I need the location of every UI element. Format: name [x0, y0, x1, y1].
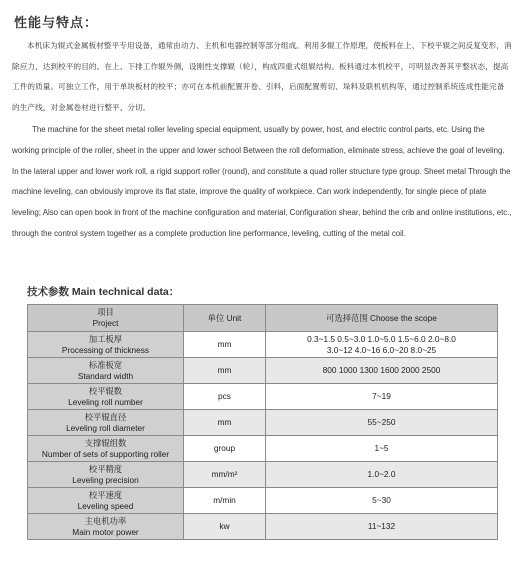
- row-range-line2: 3.0~12 4.0~16 6.0~20 8.0~25: [326, 344, 437, 355]
- header-project: [28, 305, 184, 332]
- row-name: [28, 332, 184, 358]
- row-name: [28, 410, 184, 436]
- row-range: [266, 332, 498, 358]
- row-name: [28, 436, 184, 462]
- row-unit: mm: [184, 410, 266, 436]
- row-range: 800 1000 1300 1600 2000 2500: [266, 358, 498, 384]
- row-name: [28, 462, 184, 488]
- row-unit: mm/m²: [184, 462, 266, 488]
- table-title: 技术参数 Main technical data：: [27, 286, 180, 298]
- row-range: 7~19: [266, 384, 498, 410]
- table-row: [28, 488, 498, 514]
- row-range: 11~132: [266, 514, 498, 540]
- section-title: 性能与特点：: [14, 16, 99, 31]
- row-unit: mm: [184, 332, 266, 358]
- row-range: 5~30: [266, 488, 498, 514]
- row-unit: mm: [184, 358, 266, 384]
- row-name-en: Standard width: [77, 370, 134, 381]
- table-row: [28, 514, 498, 540]
- row-name-cn: 支撑辊组数: [84, 437, 127, 448]
- row-name-cn: 加工板厚: [88, 333, 123, 344]
- row-name-cn: 校平精度: [88, 463, 123, 474]
- header-scope: 可选择范围 Choose the scope: [266, 305, 498, 332]
- row-name-cn: 标准板宽: [88, 359, 123, 370]
- row-name-en: Main motor power: [72, 526, 139, 537]
- row-unit: m/min: [184, 488, 266, 514]
- row-name-cn: 校平辊数: [88, 385, 123, 396]
- row-unit: kw: [184, 514, 266, 540]
- table-row: [28, 358, 498, 384]
- table-row: [28, 384, 498, 410]
- row-unit: group: [184, 436, 266, 462]
- table-row: [28, 436, 498, 462]
- header-unit: 单位 Unit: [184, 305, 266, 332]
- row-range: 1.0~2.0: [266, 462, 498, 488]
- row-name-en: Number of sets of supporting roller: [41, 448, 170, 459]
- table-row: [28, 462, 498, 488]
- row-range-line1: 0.3~1.5 0.5~3.0 1.0~5.0 1.5~6.0 2.0~8.0: [307, 333, 456, 344]
- row-name-cn: 校平辊直径: [84, 411, 127, 422]
- table-header-row: [28, 305, 498, 332]
- header-project-cn: 项目: [97, 307, 114, 317]
- table-row: [28, 332, 498, 358]
- description-english: The machine for the sheet metal roller leveling special equipment, usually by power, host, and electric control parts, etc. Using the working principle of the roller, sheet in the upper and lower school Between the roll deformation, eliminate stress, achieve the goal of leveling. In the lateral upper and lower work roll, a rigid support roller (round), and constitute a quad roller structure type group. Sheet metal Through the machine leveling, can obviously improve its flat state, improve the quality of workpiece. Can work independently, for single piece of plate leveling; Also can open book in front of the machine configuration and material, Configuration shear, behind the crib and online institutions, etc., through the control system together as a complete production line performance, leveling, cutting of the metal coil.: [12, 125, 512, 238]
- row-name: [28, 514, 184, 540]
- row-name: [28, 384, 184, 410]
- header-project-en: Project: [92, 318, 119, 328]
- row-name-en: Processing of thickness: [61, 344, 150, 355]
- description-chinese: 本机床为辊式金属板材整平专用设备，通常由动力、主机和电器控制等部分组成。利用多辊工作原理，使板料在上、下校平辊之间反复变形，消除应力，达到校平的目的。在上、下排工作辊外侧，设刚性支撑辊（轮），构成四重式组辊结构。板料通过本机校平，可明显改善其平整状态，提高工件的质量。可独立工作，用于单块板材的校平；亦可在本机前配置开卷、引料，后面配置剪切、垛料及联机机构等，通过控制系统连成性能完备的生产线，对金属卷材进行整平、分切。: [12, 41, 512, 112]
- row-name-cn: 主电机功率: [84, 515, 127, 526]
- row-name-en: Leveling roll diameter: [66, 422, 145, 433]
- row-name-cn: 校平速度: [88, 489, 123, 500]
- row-range: 55~250: [266, 410, 498, 436]
- table-row: [28, 410, 498, 436]
- row-range: 1~5: [266, 436, 498, 462]
- row-name-en: Leveling roll number: [68, 396, 143, 407]
- row-unit: pcs: [184, 384, 266, 410]
- row-name: [28, 358, 184, 384]
- row-name-en: Leveling precision: [72, 474, 139, 485]
- spec-table: [27, 304, 498, 540]
- row-name: [28, 488, 184, 514]
- row-name-en: Leveling speed: [77, 500, 134, 511]
